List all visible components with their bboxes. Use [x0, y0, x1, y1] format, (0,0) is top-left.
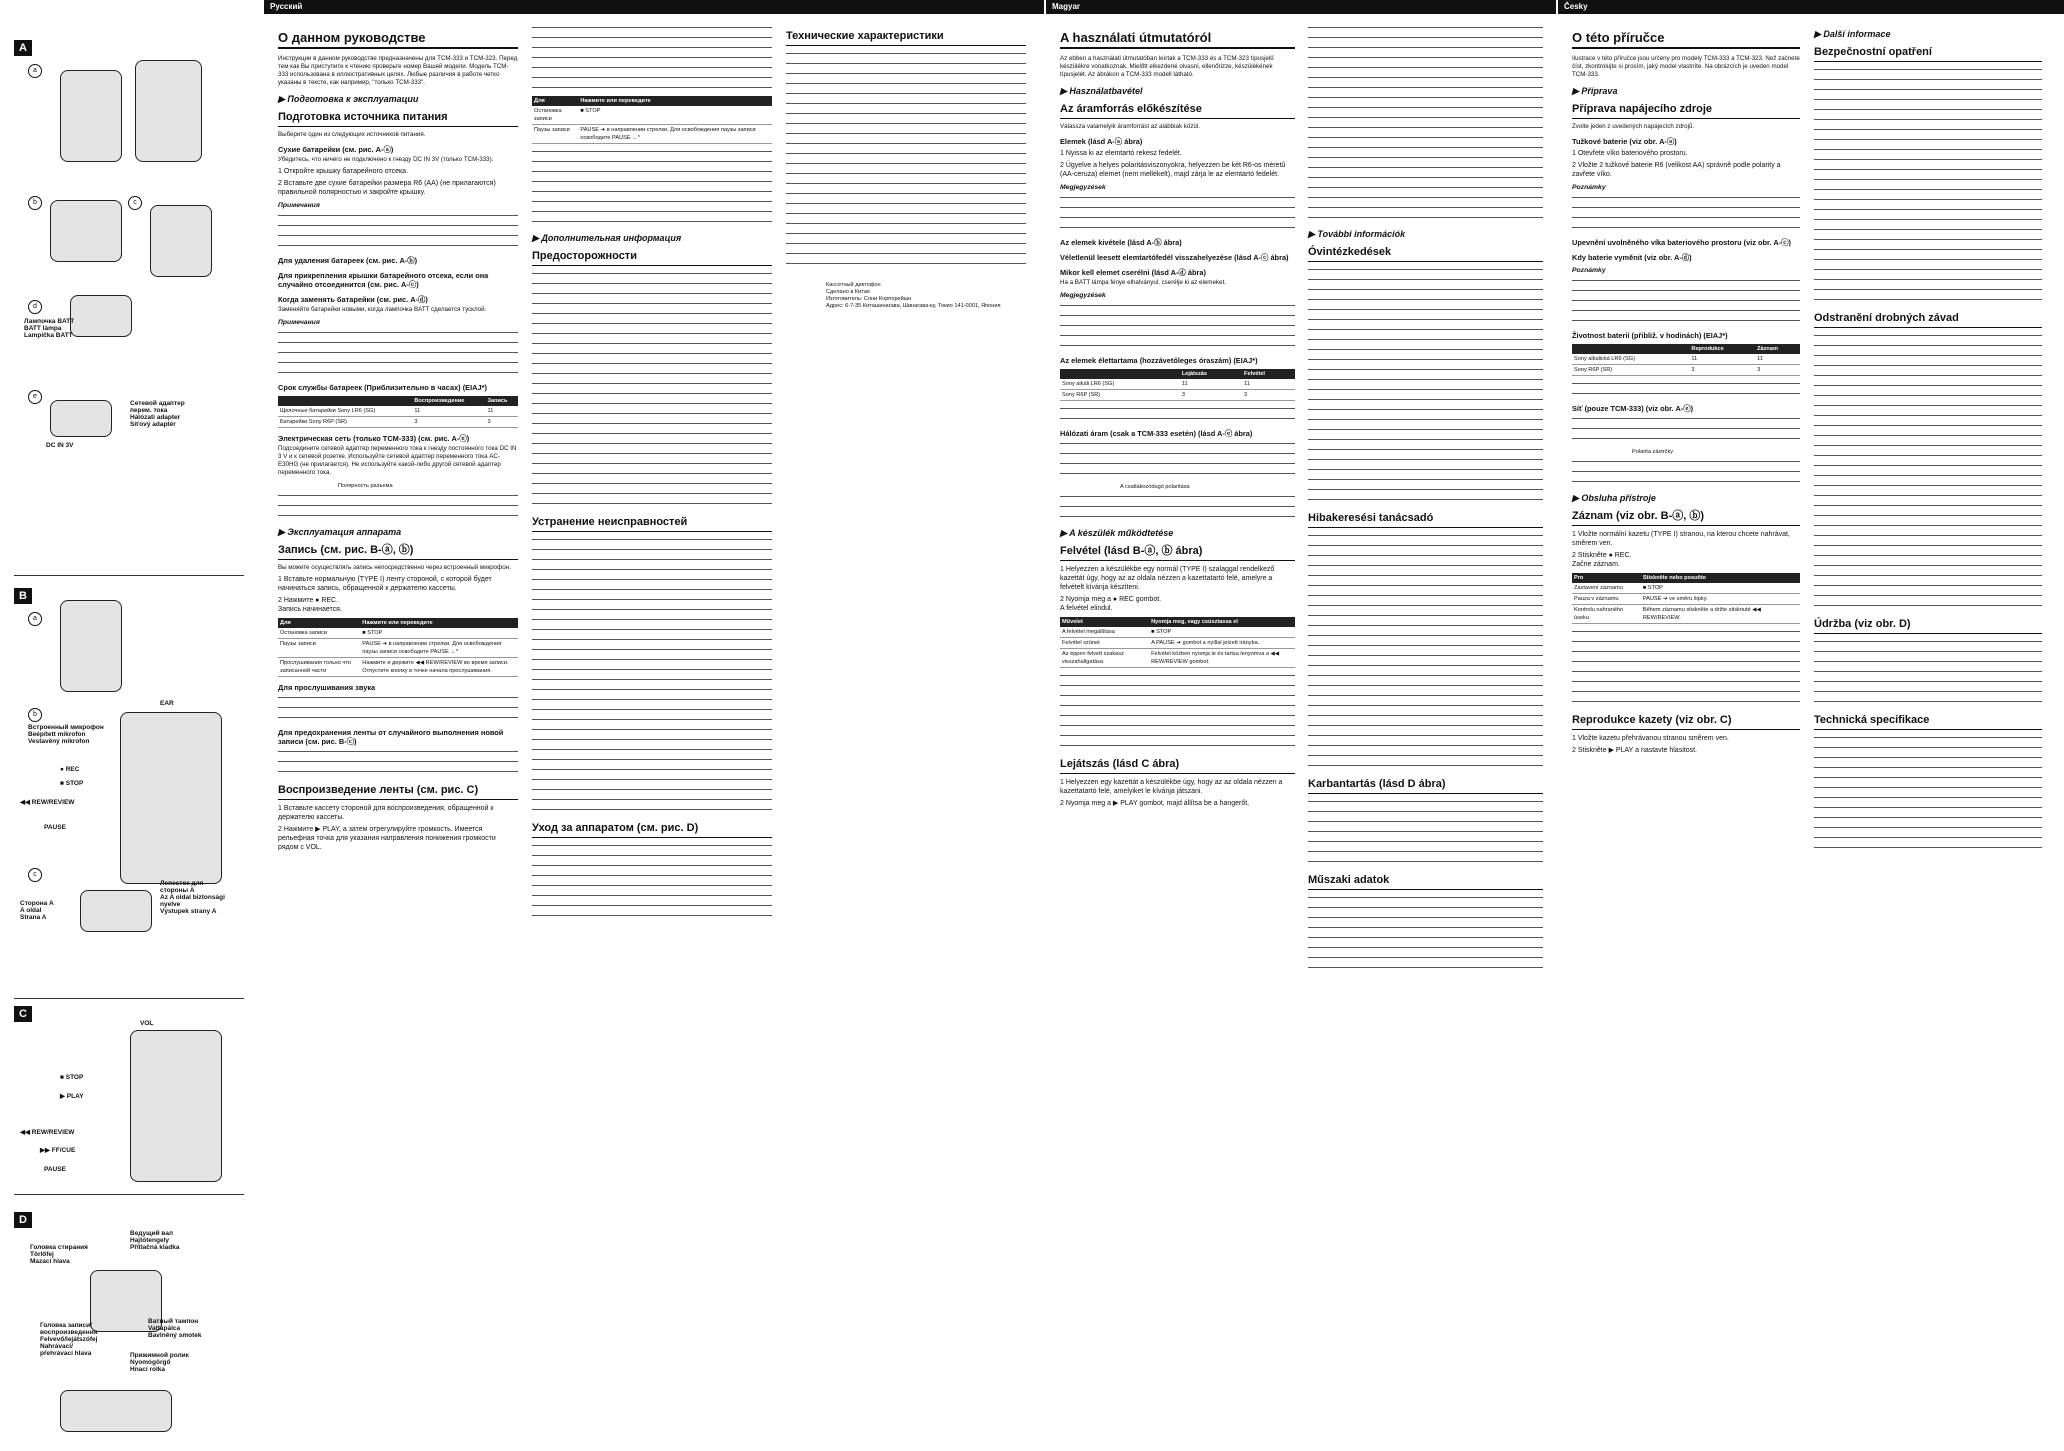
c-stop-label: ■ STOP [60, 1074, 84, 1081]
russian-battery-step1: 1 Откройте крышку батарейного отсека. [278, 168, 409, 175]
russian-when-heading: Когда заменять батарейки (см. рис. A-ⓓ) [278, 295, 428, 304]
pause-button-label: PAUSE [44, 824, 66, 831]
russian-specs-heading: Технические характеристики [786, 30, 1026, 46]
czech-playback-heading: Reprodukce kazety (viz obr. C) [1572, 714, 1800, 730]
czech-battery-heading: Tužkové baterie (viz obr. A-ⓐ) [1572, 137, 1677, 146]
hungarian-change-text: Ha a BATT lámpa fénye elhalványul, cserélje ki az elemeket. [1060, 279, 1226, 286]
c-play-label: ▶ PLAY [60, 1093, 84, 1100]
czech-life-table: Reprodukce Záznam Sony alkalická LR6 (SG) 11 11 Sony R6P (SR) 3 3 [1572, 344, 1800, 376]
tab-a-label: Лепесток для стороны А Az A oldal biztonsági nyelve Výstupek strany A [160, 880, 225, 915]
ac-adapter-label: Сетевой адаптер перем. тока Hálózati adapter Síťový adaptér [130, 400, 185, 428]
table-row: Sony alkalická LR6 (SG) 11 11 [1572, 354, 1800, 365]
hungarian-battery-heading: Elemek (lásd A-ⓐ ábra) [1060, 137, 1143, 146]
russian-battery-step2: 2 Вставьте две сухие батарейки размера R6 (AA) (не прилагаются) правильной полярностью и закройте крышку. [278, 180, 496, 196]
subfig-b-b: b [28, 708, 42, 722]
lid-attach-illustration [150, 205, 212, 277]
hungarian-lang-bar: Magyar [1046, 0, 1556, 14]
recorder-back-illustration [135, 60, 202, 162]
rec-button-label: ● REC [60, 766, 80, 773]
hungarian-maint-heading: Karbantartás (lásd D ábra) [1308, 778, 1543, 794]
russian-precautions-heading: Предосторожности [532, 250, 772, 266]
russian-operation: ▶ Эксплуатация аппарата [278, 527, 402, 537]
russian-extra: ▶ Дополнительная информация [532, 233, 682, 243]
table-row: Щелочные батарейки Sony LR6 (SG) 11 11 [278, 406, 518, 417]
hungarian-prep: ▶ Használatbavétel [1060, 86, 1143, 96]
table-row: Kontrolu nahraného úseku Během záznamu stiskněte a držte stisknuté ◀◀ REW/REVIEW. [1572, 605, 1800, 624]
pinch-roller-label: Прижимной ролик Nyomógörgő Hnací rolka [130, 1352, 189, 1373]
czech-page [1558, 0, 2064, 1451]
table-row: Sony R6P (SR) 3 3 [1572, 365, 1800, 376]
czech-lid-heading: Upevnění uvolněného víka bateriového prostoru (viz obr. A-ⓒ) [1572, 238, 1792, 247]
hungarian-battery-step2: 2 Ügyelve a helyes polaritásviszonyokra, helyezzen be két R6-os méretű (AA-ceruza) elemet (nem mellékelt), majd zárja le az elemtartó fedelét. [1060, 162, 1286, 178]
russian-record-step1: 1 Вставьте нормальную (TYPE I) ленту стороной, с которой будет начинаться запись, обращенной к держателю кассеты. [278, 576, 492, 592]
subfig-b-a: a [28, 612, 42, 626]
table-row: Zastavení záznamu ■ STOP [1572, 583, 1800, 594]
czech-notes-2: Poznámky [1572, 267, 1606, 274]
czech-specs-heading: Technická specifikace [1814, 714, 2042, 730]
hungarian-power-text: Válassza valamelyik áramforrást az alábbiak közül. [1060, 123, 1200, 130]
c-ff-label: ▶▶ FF/CUE [40, 1147, 76, 1154]
czech-mains-heading: Síť (pouze TCM-333) (viz obr. A-ⓔ) [1572, 404, 1694, 413]
table-row: Pauza v záznamu PAUSE ➜ ve směru šipky. [1572, 594, 1800, 605]
czech-col-1 [1572, 22, 1800, 758]
hungarian-intro: Az ebben a használati útmutatóban leírtak a TCM-333 és a TCM-323 típusjelű készülékre vonatkoznak. Mielőtt elkezdené olvasni, ellenőrizze, készülékének típusjelét. Az ábrákon a TCM-333 modell látható. [1060, 55, 1274, 78]
russian-polarity: Полярность разъема [338, 483, 393, 489]
czech-power-text: Zvolte jeden z uvedených napájecích zdrojů. [1572, 123, 1695, 130]
czech-play-step1: 1 Vložte kazetu přehrávanou stranou směrem ven. [1572, 735, 1729, 742]
russian-title: О данном руководстве [278, 30, 518, 49]
czech-safety-heading: Bezpečnostní opatření [1814, 46, 2042, 62]
erase-head-label: Головка стирания Törlőfej Mazací hlava [30, 1244, 88, 1265]
russian-record-table: Для Нажмите или переведите Остановка записи ■ STOP Паузы записи PAUSE ➜ в направлении стрелки. Для освобождения паузы записи освободите PAUSE ←* Прослушивания только что записанной части Нажмите и держите ◀◀ REW/REVIEW во время записи. Отпустите кнопку в точке начала прослушивания. [278, 618, 518, 677]
russian-mains-heading: Электрическая сеть (только TCM-333) (см. рис. A-ⓔ) [278, 434, 470, 443]
czech-maint-heading: Údržba (viz obr. D) [1814, 618, 2042, 634]
czech-lang-bar: Česky [1558, 0, 2064, 14]
cassette-insert-illustration [60, 600, 122, 692]
table-row: Паузы записи PAUSE ➜ в направлении стрелки. Для освобождения паузы записи освободите PAUSE ←* [532, 125, 772, 144]
subfig-d: d [28, 300, 42, 314]
hungarian-record-heading: Felvétel (lásd B-ⓐ, ⓑ ábra) [1060, 545, 1295, 561]
czech-play-step2: 2 Stiskněte ▶ PLAY a nastavte hlasitost. [1572, 747, 1697, 754]
russian-playback-table: Для Нажмите или переведите Остановка записи ■ STOP Паузы записи PAUSE ➜ в направлении стрелки. Для освобождения паузы записи освободите PAUSE ←* [532, 96, 772, 144]
mic-label: Встроенный микрофон Beépített mikrofon Vestavěný mikrofon [28, 724, 104, 745]
russian-record-step2: 2 Нажмите ● REC. Запись начинается. [278, 597, 342, 613]
batt-lamp-label: Лампочка BATT BATT lámpa Lampička BATT [24, 318, 75, 339]
table-row: Sony R6P (SR) 3 3 [1060, 390, 1295, 401]
figure-label-c: C [14, 1006, 32, 1022]
divider-cd [14, 1194, 244, 1195]
russian-when-text: Заменяйте батарейки новыми, когда лампочка BATT сделается тусклой. [278, 306, 487, 313]
capstan-label: Ведущий вал Hajtótengely Přítlačná kladka [130, 1230, 180, 1251]
figure-label-d: D [14, 1212, 32, 1228]
battery-compartment-illustration [60, 70, 122, 162]
vol-label: VOL [140, 1020, 154, 1027]
stop-button-label: ■ STOP [60, 780, 84, 787]
hungarian-page [1046, 0, 1556, 1451]
subfig-e: e [28, 390, 42, 404]
czech-extra: ▶ Další informace [1814, 29, 1891, 39]
table-row: Az éppen felvett szakasz visszahallgatása Felvétel közben nyomja le és tartsa lenyomva a ◀◀ REW/REVIEW gombot. [1060, 649, 1295, 668]
russian-power-text: Выберите один из следующих источников питания. [278, 131, 426, 138]
russian-record-heading: Запись (см. рис. B-ⓐ, ⓑ) [278, 544, 518, 560]
subfig-a: a [28, 64, 42, 78]
russian-page [264, 0, 1044, 1451]
czech-operation: ▶ Obsluha přístroje [1572, 493, 1656, 503]
table-row: Sony alkáli LR6 (SG) 11 11 [1060, 379, 1295, 390]
russian-life-heading: Срок службы батареек (Приблизительно в часах) (EIAJ*) [278, 383, 487, 392]
russian-mains-text: Подсоедините сетевой адаптер переменного тока к гнезду постоянного тока DC IN 3 V и к сетевой розетке. Используйте сетевой адаптер переменного тока AC-E30HG (не прилагается). Не используйте какой-либо другой сетевой адаптер переменного тока. [278, 445, 517, 476]
recorder-front-illustration [120, 712, 222, 884]
russian-lang-bar: Русский [264, 0, 1044, 14]
czech-battery-step1: 1 Otevřete víko bateriového prostoru. [1572, 150, 1688, 157]
hungarian-life-table: Lejátszás Felvétel Sony alkáli LR6 (SG) 11 11 Sony R6P (SR) 3 3 [1060, 369, 1295, 401]
hungarian-remove-heading: Az elemek kivétele (lásd A-ⓑ ábra) [1060, 238, 1182, 247]
cassette-tab-illustration [80, 890, 152, 932]
czech-record-step1: 1 Vložte normální kazetu (TYPE I) stranou, na kterou chcete nahrávat, směrem ven. [1572, 531, 1790, 547]
russian-play-step2: 2 Нажмите ▶ PLAY, а затем отрегулируйте громкость. Имеется рельефная точка для указания направления понижения громкости рядом с VOL. [278, 826, 496, 851]
czech-record-step2: 2 Stiskněte ● REC. Začne záznam. [1572, 552, 1632, 568]
hungarian-power-heading: Az áramforrás előkészítése [1060, 103, 1295, 119]
c-pause-label: PAUSE [44, 1166, 66, 1173]
hungarian-lid-heading: Véletlenül leesett elemtartófedél visszahelyezése (lásd A-ⓒ ábra) [1060, 253, 1289, 262]
russian-trouble-heading: Устранение неисправностей [532, 516, 772, 532]
swab-label: Ватный тампон Vattapálca Bavlněný smotek [148, 1318, 202, 1339]
batt-lamp-illustration [70, 295, 132, 337]
russian-record-text: Вы можете осуществлять запись непосредственно через встроенный микрофон. [278, 564, 511, 571]
hungarian-battery-step1: 1 Nyissa ki az elemtartó rekesz fedelét. [1060, 150, 1182, 157]
c-rew-label: ◀◀ REW/REVIEW [20, 1129, 75, 1136]
russian-battery-text: Убедитесь, что ничего не подключено к гнезду DC IN 3V (только TCM-333). [278, 156, 494, 163]
russian-col-3 [786, 22, 1026, 310]
russian-life-table: Воспроизведение Запись Щелочные батарейки Sony LR6 (SG) 11 11 Батарейки Sony R6P (SR) 3 3 [278, 396, 518, 428]
hungarian-life-heading: Az elemek élettartama (hozzávetőleges óraszám) (EIAJ*) [1060, 356, 1258, 365]
czech-intro: Ilustrace v této příručce jsou určeny pro modely TCM-333 a TCM-323. Než začnete číst, zkontrolujte si prosím, jaký model vlastníte. Na obrázcích je uveden model TCM-333. [1572, 55, 1800, 78]
table-row: Паузы записи PAUSE ➜ в направлении стрелки. Для освобождения паузы записи освободите PAUSE ←* [278, 639, 518, 658]
side-a-label: Сторона A A oldal Strana A [20, 900, 54, 921]
czech-notes-1: Poznámky [1572, 184, 1606, 191]
czech-trouble-heading: Odstranění drobných závad [1814, 312, 2042, 328]
czech-title: O této příručce [1572, 30, 1800, 49]
divider-ab [14, 575, 244, 576]
russian-address: Кассетный диктофон Сделано в Китае Изготовитель: Сони Корпорейшн Адрес: 6-7-35 Киташинагава, Шинагава-ку, Токио 141-0001, Япония [826, 282, 1001, 309]
russian-battery-heading: Сухие батарейки (см. рис. A-ⓐ) [278, 145, 394, 154]
recorder-playback-illustration [130, 1030, 222, 1182]
subfig-b: b [28, 196, 42, 210]
russian-prep: ▶ Подготовка к эксплуатации [278, 94, 419, 104]
cleaning-illustration [60, 1390, 172, 1432]
russian-intro: Инструкции в данном руководстве предназначены для TCM-333 и TCM-323. Перед тем как Вы приступите к чтению проверьте номер Вашей модели. Модель TCM-333 использована в иллюстративных целях. Любые различия в работе четко указаны в тексте, как например, "только TCM-333". [278, 55, 518, 86]
subfig-b-c: c [28, 868, 42, 882]
russian-erase-heading: Для предохранения ленты от случайного выполнения новой записи (см. рис. B-ⓒ) [278, 728, 504, 746]
russian-notes-2: Примечания [278, 319, 320, 326]
rew-button-label: ◀◀ REW/REVIEW [20, 799, 75, 806]
czech-prep: ▶ Příprava [1572, 86, 1618, 96]
hungarian-notes-1: Megjegyzések [1060, 184, 1106, 191]
hungarian-trouble-heading: Hibakeresési tanácsadó [1308, 512, 1543, 528]
hungarian-play-step2: 2 Nyomja meg a ▶ PLAY gombot, majd állítsa be a hangerőt. [1060, 800, 1250, 807]
hungarian-record-step2: 2 Nyomja meg a ● REC gombot. A felvétel elindul. [1060, 596, 1162, 612]
russian-power-heading: Подготовка источника питания [278, 111, 518, 127]
recplay-head-label: Головка записи/ воспроизведения Felvevő/lejátszófej Nahrávací/ přehrávací hlava [40, 1322, 98, 1357]
figure-label-a: A [14, 40, 32, 56]
czech-battery-step2: 2 Vložte 2 tužkové baterie R6 (velikost AA) správně podle polarity a zavřete víko. [1572, 162, 1781, 178]
hungarian-change-heading: Mikor kell elemet cserélni (lásd A-ⓓ ábra) [1060, 268, 1206, 277]
hungarian-mains-heading: Hálózati áram (csak a TCM-333 esetén) (lásd A-ⓔ ábra) [1060, 429, 1253, 438]
hungarian-playback-heading: Lejátszás (lásd C ábra) [1060, 758, 1295, 774]
hungarian-title: A használati útmutatóról [1060, 30, 1295, 49]
divider-bc [14, 998, 244, 999]
hungarian-play-step1: 1 Helyezzen egy kazettát a készülékbe úgy, hogy az az oldala nézzen a kazettatartó felé, amelyiket le kívánja játszani. [1060, 779, 1283, 795]
russian-col-1 [278, 22, 518, 855]
czech-power-heading: Příprava napájecího zdroje [1572, 103, 1800, 119]
russian-maint-heading: Уход за аппаратом (см. рис. D) [532, 822, 772, 838]
hungarian-specs-heading: Műszaki adatok [1308, 874, 1543, 890]
russian-play-step1: 1 Вставьте кассету стороной для воспроизведения, обращенной к держателю кассеты. [278, 805, 494, 821]
czech-record-table: Pro Stiskněte nebo posuňte Zastavení záznamu ■ STOP Pauza v záznamu PAUSE ➜ ve směru šipky. Kontrolu nahraného úseku Během záznamu stiskněte a držte stisknuté ◀◀ REW/REVIEW. [1572, 573, 1800, 624]
russian-lid-heading: Для прикрепления крышки батарейного отсека, если она случайно отсоединится (см. рис. A-ⓒ) [278, 271, 489, 289]
hungarian-polarity: A csatlakozódugó polaritása [1120, 484, 1190, 490]
figure-label-b: B [14, 588, 32, 604]
russian-notes-1: Примечания [278, 202, 320, 209]
russian-playback-heading: Воспроизведение ленты (см. рис. C) [278, 784, 518, 800]
czech-change-heading: Kdy baterie vyměnit (viz obr. A-ⓓ) [1572, 253, 1692, 262]
figures-page [0, 0, 255, 1451]
hungarian-notes-2: Megjegyzések [1060, 292, 1106, 299]
hungarian-col-2 [1308, 22, 1543, 974]
hungarian-col-1 [1060, 22, 1295, 811]
table-row: Felvétel szünet A PAUSE ➜ gombot a nyíllal jelzett irányba. [1060, 638, 1295, 649]
hungarian-record-table: Művelet Nyomja meg, vagy csúsztassa el A felvétel megállítása ■ STOP Felvétel szünet A PAUSE ➜ gombot a nyíllal jelzett irányba. Az éppen felvett szakasz visszahallgatása Felvétel közben nyomja le és tartsa lenyomva a ◀◀ REW/REVIEW gombot. [1060, 617, 1295, 668]
hungarian-record-step1: 1 Helyezzen a készülékbe egy normál (TYPE I) szalaggal rendelkező kazettát úgy, hogy az az oldala nézzen a kazettatartó felé, amelyre a felvételt kívánja készíteni. [1060, 566, 1275, 591]
russian-monitor-heading: Для прослушивания звука [278, 683, 376, 692]
subfig-c: c [128, 196, 142, 210]
ear-label: EAR [160, 700, 174, 707]
table-row: Остановка записи ■ STOP [278, 628, 518, 639]
russian-replace-heading: Для удаления батареек (см. рис. A-ⓑ) [278, 256, 418, 265]
hungarian-extra: ▶ További információk [1308, 229, 1406, 239]
battery-removal-illustration [50, 200, 122, 262]
ac-adapter-illustration [50, 400, 112, 437]
dcin-label: DC IN 3V [46, 442, 74, 449]
table-row: A felvétel megállítása ■ STOP [1060, 627, 1295, 638]
table-row: Батарейки Sony R6P (SR) 3 3 [278, 417, 518, 428]
czech-col-2 [1814, 22, 2042, 854]
czech-polarity: Polarita zástrčky [1632, 449, 1674, 455]
hungarian-operation: ▶ A készülék működtetése [1060, 528, 1174, 538]
czech-life-heading: Životnost baterií (přibliž. v hodinách) (EIAJ*) [1572, 331, 1728, 340]
table-row: Остановка записи ■ STOP [532, 106, 772, 125]
table-row: Прослушивания только что записанной части Нажмите и держите ◀◀ REW/REVIEW во время записи. Отпустите кнопку в точке начала прослушивания. [278, 658, 518, 677]
russian-col-2 [532, 22, 772, 922]
czech-record-heading: Záznam (viz obr. B-ⓐ, ⓑ) [1572, 510, 1800, 526]
hungarian-care-heading: Óvintézkedések [1308, 246, 1543, 262]
